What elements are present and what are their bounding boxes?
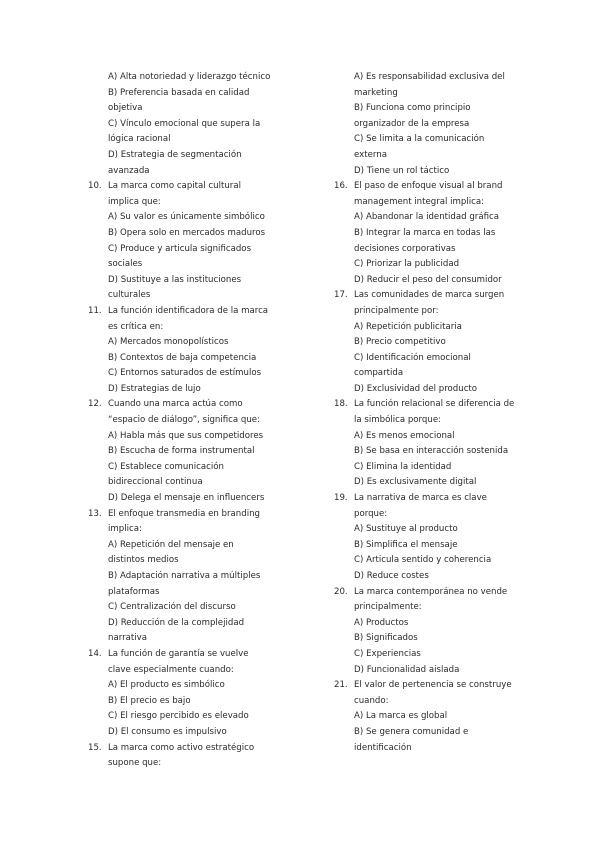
question-line	[88, 647, 278, 663]
text-line: C) El riesgo percibido es elevado	[108, 711, 249, 722]
text-line: bidireccional continua	[108, 477, 203, 488]
text-line: D) Exclusividad del producto	[354, 383, 478, 394]
text-line: sociales	[108, 259, 143, 270]
text-line: D) El consumo es impulsivo	[108, 726, 227, 737]
text-line: principalmente:	[354, 602, 422, 613]
text-line: C) Articula sentido y coherencia	[354, 555, 492, 566]
question-text: El valor de pertenencia se construye	[354, 680, 512, 691]
text-line: narrativa	[108, 633, 148, 644]
question-number: 14.	[88, 648, 102, 659]
question-text: La marca como capital cultural	[108, 181, 241, 192]
text-line: clave especialmente cuando:	[108, 664, 234, 675]
text-line: A) Alta notoriedad y liderazgo técnico	[108, 72, 271, 82]
text-line: C) Experiencias	[354, 648, 421, 659]
question-line	[334, 179, 524, 195]
right-column	[334, 70, 524, 756]
text-line: A) La marca es global	[354, 711, 448, 722]
text-line: A) Abandonar la identidad gráfica	[354, 212, 499, 223]
text-line: D) Es exclusivamente digital	[354, 477, 477, 488]
question-text: La marca como activo estratégico	[108, 742, 255, 753]
text-line: C) Vínculo emocional que supera la	[108, 118, 261, 129]
text-line: C) Se limita a la comunicación	[354, 134, 485, 145]
text-line: A) Es responsabilidad exclusiva del	[354, 72, 505, 82]
text-line: A) El producto es simbólico	[108, 680, 225, 691]
question-line	[88, 507, 278, 523]
text-line: A) Habla más que sus competidores	[108, 430, 264, 441]
text-line: A) Repetición del mensaje en	[108, 539, 234, 550]
text-line: B) Escucha de forma instrumental	[108, 446, 255, 457]
question-text: El paso de enfoque visual al brand	[354, 181, 503, 192]
text-line: implica:	[108, 524, 142, 535]
text-line: B) Precio competitivo	[354, 337, 446, 348]
text-line: B) Integrar la marca en todas las	[354, 227, 496, 238]
text-line: D) Reduce costes	[354, 571, 429, 581]
question-text: Las comunidades de marca surgen	[354, 290, 505, 301]
question-text: La narrativa de marca es clave	[354, 493, 487, 504]
text-line: A) Repetición publicitaria	[354, 321, 462, 332]
text-line: avanzada	[108, 165, 150, 176]
text-line: A) Productos	[354, 617, 409, 628]
question-line	[334, 491, 524, 507]
text-line: compartida	[354, 368, 404, 379]
question-number: 13.	[88, 508, 102, 519]
text-line: plataformas	[108, 586, 160, 597]
text-line: D) Estrategias de lujo	[108, 383, 201, 394]
text-line: D) Delega el mensaje en influencers	[108, 493, 265, 504]
question-number: 15.	[88, 742, 102, 753]
text-line: B) Contextos de baja competencia	[108, 352, 257, 363]
text-line: D) Funcionalidad aislada	[354, 664, 460, 675]
text-line: C) Elimina la identidad	[354, 461, 452, 472]
text-line: A) Sustituye al producto	[354, 524, 458, 535]
text-line: marketing	[354, 87, 398, 98]
text-line: identificación	[354, 742, 412, 753]
text-line: porque:	[354, 508, 388, 519]
question-number: 10.	[88, 181, 102, 192]
text-line: B) Preferencia basada en calidad	[108, 87, 250, 98]
text-line: externa	[354, 149, 387, 160]
question-number: 18.	[334, 399, 348, 410]
text-line: B) Se basa en interacción sostenida	[354, 446, 509, 457]
text-line: C) Identificación emocional	[354, 352, 471, 363]
text-line: culturales	[108, 290, 151, 301]
text-line: C) Produce y articula significados	[108, 243, 252, 254]
question-number: 20.	[334, 586, 348, 597]
question-text: La función de garantía se vuelve	[108, 648, 249, 659]
text-line: organizador de la empresa	[354, 118, 470, 129]
text-line: B) Significados	[354, 633, 418, 644]
text-line: C) Entornos saturados de estímulos	[108, 368, 262, 379]
text-line: B) Funciona como principio	[354, 103, 471, 114]
text-line: C) Priorizar la publicidad	[354, 259, 460, 270]
question-line	[88, 741, 278, 757]
text-line: C) Establece comunicación	[108, 461, 224, 472]
question-text: La marca contemporánea no vende	[354, 586, 508, 597]
text-line: es crítica en:	[108, 321, 164, 332]
question-text: Cuando una marca actúa como	[108, 399, 243, 410]
text-line: cuando:	[354, 695, 389, 706]
text-line: D) Reducción de la complejidad	[108, 617, 245, 628]
text-line: la simbólica porque:	[354, 415, 442, 426]
text-line: A) Es menos emocional	[354, 430, 455, 441]
question-text: La función relacional se diferencia de	[354, 399, 515, 410]
question-line	[334, 397, 524, 413]
question-line	[88, 397, 278, 413]
question-number: 11.	[88, 305, 102, 316]
text-line: C) Centralización del discurso	[108, 602, 236, 613]
question-line	[334, 678, 524, 694]
question-number: 19.	[334, 493, 348, 504]
question-number: 12.	[88, 399, 102, 410]
text-line: D) Sustituye a las instituciones	[108, 274, 242, 285]
question-line	[334, 585, 524, 601]
text-line: D) Tiene un rol táctico	[354, 165, 450, 176]
text-line: D) Estrategia de segmentación	[108, 149, 242, 160]
text-line: B) El precio es bajo	[108, 695, 191, 706]
text-line: A) Mercados monopolísticos	[108, 337, 229, 348]
question-line	[88, 304, 278, 320]
text-line: objetiva	[108, 103, 143, 114]
text-line: decisiones corporativas	[354, 243, 456, 254]
text-line: B) Se genera comunidad e	[354, 726, 469, 737]
text-line: principalmente por:	[354, 305, 439, 316]
question-line	[334, 288, 524, 304]
text-line: management integral implica:	[354, 196, 485, 207]
text-line: lógica racional	[108, 134, 171, 145]
text-line: distintos medios	[108, 555, 179, 566]
text-line: B) Adaptación narrativa a múltiples	[108, 571, 261, 581]
question-number: 17.	[334, 290, 348, 301]
question-number: 16.	[334, 181, 348, 192]
text-line: implica que:	[108, 196, 161, 207]
question-text: La función identificadora de la marca	[108, 305, 269, 316]
text-line: supone que:	[108, 758, 162, 769]
text-line: A) Su valor es únicamente simbólico	[108, 212, 265, 223]
text-line: D) Reducir el peso del consumidor	[354, 274, 502, 285]
question-number: 21.	[334, 680, 348, 691]
text-line: B) Opera solo en mercados maduros	[108, 227, 266, 238]
question-text: El enfoque transmedia en branding	[108, 508, 260, 519]
text-line: “espacio de diálogo”, significa que:	[108, 415, 260, 426]
left-column	[88, 70, 278, 772]
question-line	[88, 179, 278, 195]
text-line: B) Simplifica el mensaje	[354, 539, 458, 550]
